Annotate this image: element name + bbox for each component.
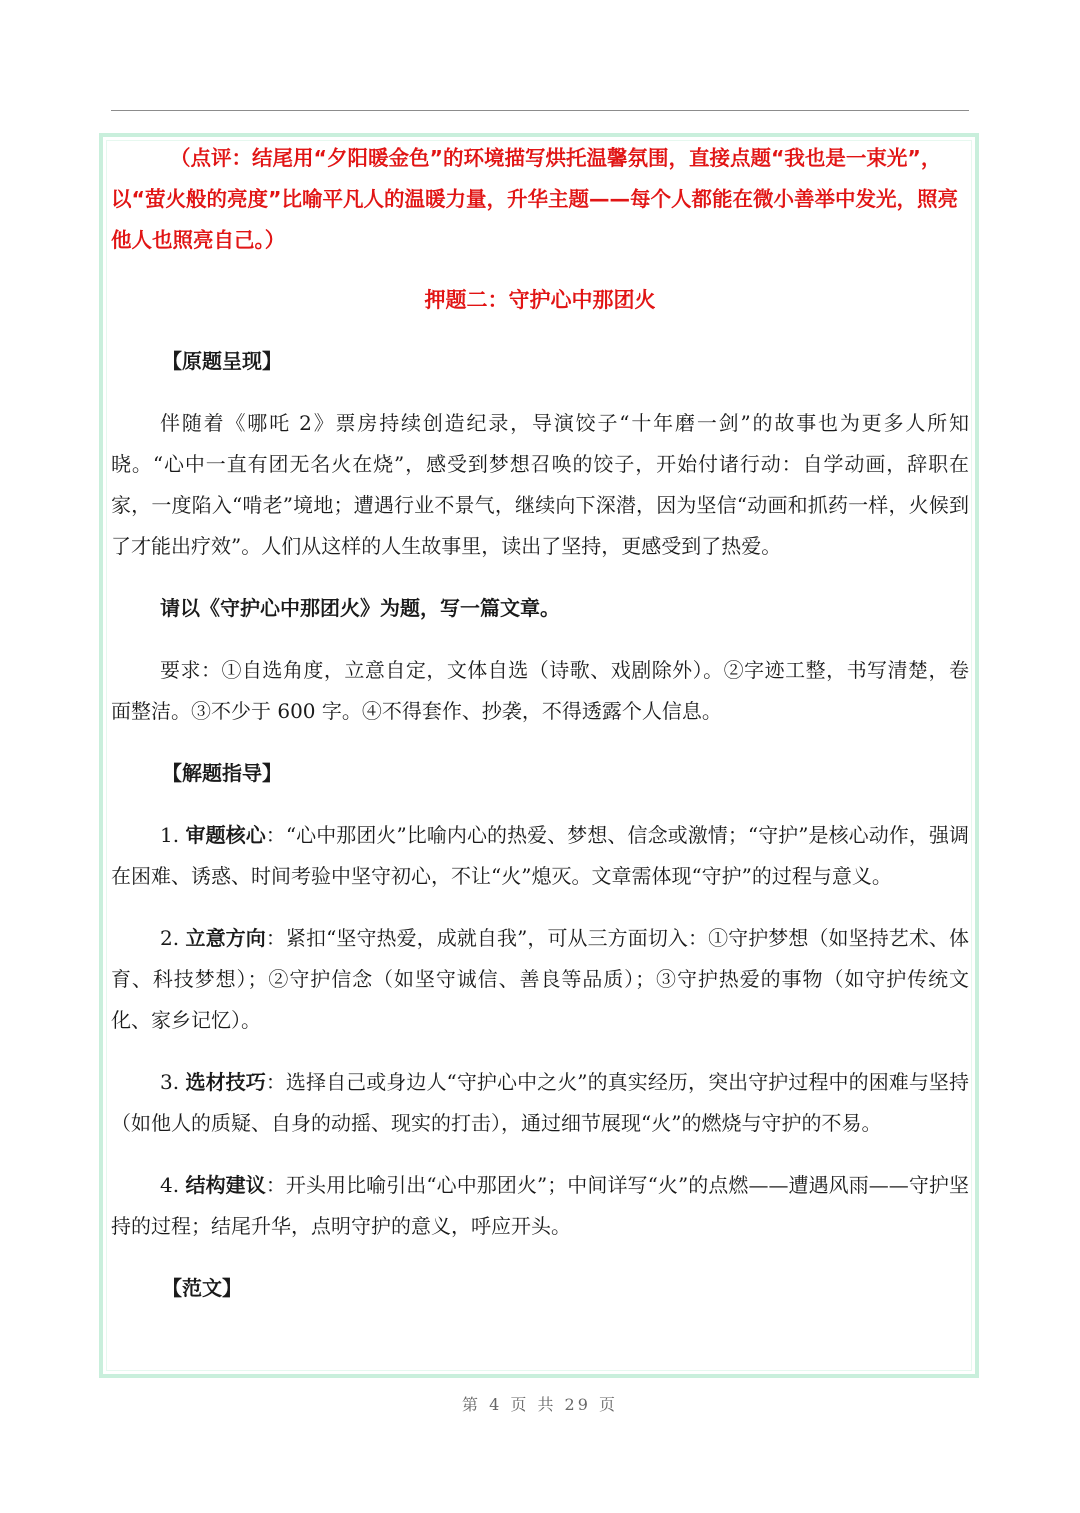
guide-item-label: 结构建议 bbox=[185, 1173, 266, 1197]
guide-item-text: ：开头用比喻引出“心中那团火”；中间详写“火”的点燃——遭遇风雨——守护坚持的过程；结尾升华，点明守护的意义，呼应开头。 bbox=[111, 1173, 970, 1238]
guide-item-text: ：选择自己或身边人“守护心中之火”的真实经历，突出守护过程中的困难与坚持（如他人的质疑、自身的动摇、现实的打击），通过细节展现“火”的燃烧与守护的不易。 bbox=[111, 1070, 969, 1135]
guide-item-label: 审题核心 bbox=[185, 823, 266, 847]
topic-title: 押题二：守护心中那团火 bbox=[424, 288, 656, 312]
page-number: 第 4 页 共 29 页 bbox=[462, 1395, 618, 1414]
guide-item-number: 4. bbox=[160, 1173, 180, 1197]
requirements: 要求：①自选角度，立意自定，文体自选（诗歌、戏剧除外）。②字迹工整，书写清楚，卷面整洁。③不少于 600 字。④不得套作、抄袭，不得透露个人信息。 bbox=[111, 658, 969, 723]
guide-item bbox=[111, 815, 969, 897]
guide-item-number: 2. bbox=[160, 926, 180, 950]
review-comment: （点评：结尾用“夕阳暖金色”的环境描写烘托温馨氛围，直接点题“我也是一束光”，以“萤火般的亮度”比喻平凡人的温暖力量，升华主题——每个人都能在微小善举中发光，照亮他人也照亮自己。） bbox=[111, 146, 958, 252]
guide-item bbox=[111, 1165, 969, 1247]
original-text: 伴随着《哪吒 2》票房持续创造纪录，导演饺子“十年磨一剑”的故事也为更多人所知晓。“心中一直有团无名火在烧”，感受到梦想召唤的饺子，开始付诸行动：自学动画，辞职在家，一度陷入“啃老”境地；遭遇行业不景气，继续向下深潜，因为坚信“动画和抓药一样，火候到了才能出疗效”。人们从这样的人生故事里，读出了坚持，更感受到了热爱。 bbox=[111, 411, 969, 558]
guide-item bbox=[111, 1062, 969, 1144]
essay-heading: 【范文】 bbox=[162, 1276, 242, 1300]
guide-item-number: 3. bbox=[160, 1070, 180, 1094]
page-content bbox=[111, 138, 969, 1309]
guide-item-label: 立意方向 bbox=[185, 926, 266, 950]
header-rule bbox=[111, 110, 969, 111]
guide-item bbox=[111, 918, 969, 1041]
essay-prompt: 请以《守护心中那团火》为题，写一篇文章。 bbox=[160, 596, 560, 620]
guide-heading: 【解题指导】 bbox=[162, 761, 282, 785]
guide-item-number: 1. bbox=[160, 823, 180, 847]
guide-item-text: ：紧扣“坚守热爱，成就自我”，可从三方面切入：①守护梦想（如坚持艺术、体育、科技梦想）；②守护信念（如坚守诚信、善良等品质）；③守护热爱的事物（如守护传统文化、家乡记忆）。 bbox=[111, 926, 969, 1032]
original-heading: 【原题呈现】 bbox=[162, 349, 282, 373]
guide-item-label: 选材技巧 bbox=[185, 1070, 266, 1094]
guide-item-text: ：“心中那团火”比喻内心的热爱、梦想、信念或激情；“守护”是核心动作，强调在困难、诱惑、时间考验中坚守初心，不让“火”熄灭。文章需体现“守护”的过程与意义。 bbox=[111, 823, 970, 888]
